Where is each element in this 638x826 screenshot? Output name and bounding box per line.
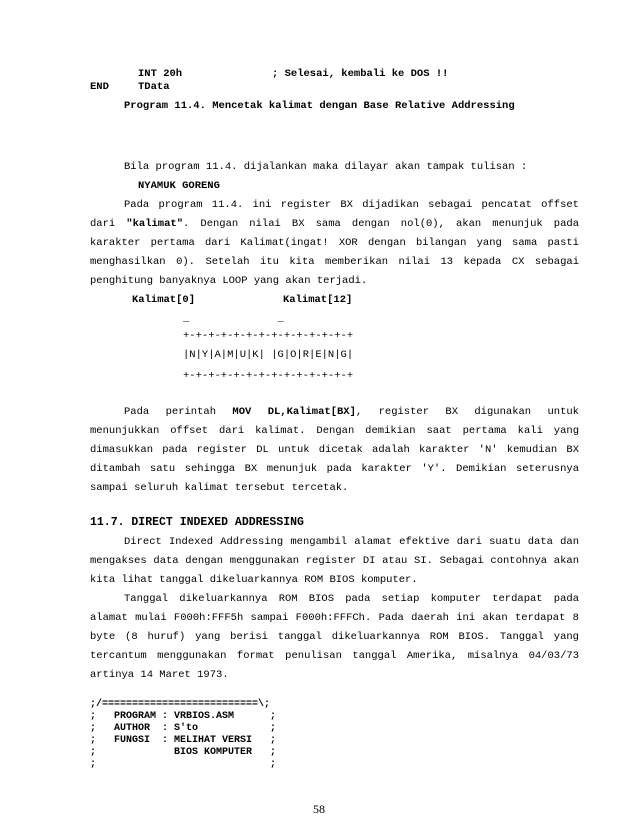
code-header-line1: ;/==========================\; — [90, 699, 271, 710]
program-caption: Program 11.4. Mencetak kalimat dengan Base Relative Addressing — [124, 100, 515, 112]
diagram-border-bottom: +-+-+-+-+-+-+-+-+-+-+-+-+-+ — [183, 370, 354, 382]
program-output-text: NYAMUK GORENG — [138, 180, 220, 192]
diagram-memory-cells: |N|Y|A|M|U|K| |G|O|R|E|N|G| — [183, 349, 354, 361]
section-heading: 11.7. DIRECT INDEXED ADDRESSING — [90, 516, 304, 529]
paragraph-rom-bios-line2: alamat mulai F000h:FFF5h sampai F000h:FFFCh. Pada daerah ini akan terdapat 8 — [90, 612, 579, 624]
paragraph-rom-bios-line5: artinya 14 Maret 1973. — [90, 669, 229, 681]
paragraph-bx-line3: karakter pertama dari Kalimat(ingat! XOR dengan bilangan yang sama pasti — [90, 237, 579, 249]
code-label-end: END — [90, 81, 109, 93]
paragraph-direct-indexed-line2: mengakses data dengan menggunakan register DI atau SI. Sebagai contohnya akan — [90, 555, 579, 567]
paragraph-bx-line5: penghitung banyaknya LOOP yang akan terjadi. — [90, 275, 368, 287]
code-header-line4: ; FUNGSI : MELIHAT VERSI ; — [90, 735, 277, 746]
paragraph-direct-indexed-line1: Direct Indexed Addressing mengambil alamat efektive dari suatu data dan — [124, 536, 579, 548]
paragraph-direct-indexed-line3: kita lihat tanggal dikeluarkannya ROM BIOS komputer. — [90, 574, 418, 586]
paragraph-bx-line2: dari "kalimat". Dengan nilai BX sama dengan nol(0), akan menunjuk pada — [90, 218, 579, 230]
paragraph-mov-line4: ditambah satu sehingga BX menunjuk pada karakter 'Y'. Demikian seterusnya — [90, 463, 579, 475]
paragraph-mov-line1: Pada perintah MOV DL,Kalimat[BX], register BX digunakan untuk — [124, 406, 579, 418]
mov-instruction: MOV — [232, 406, 252, 418]
paragraph-output-intro: Bila program 11.4. dijalankan maka dilayar akan tampak tulisan : — [124, 161, 528, 173]
mov-operand: DL,Kalimat[BX] — [267, 406, 356, 418]
code-instr-int20h: INT 20h — [138, 68, 183, 80]
code-header-line2: ; PROGRAM : VRBIOS.ASM ; — [90, 711, 277, 722]
diagram-label-kalimat-12: Kalimat[12] — [283, 294, 353, 306]
code-header-line6: ; ; — [90, 759, 277, 770]
paragraph-mov-line5: sampai seluruh kalimat tersebut tercetak. — [90, 482, 349, 494]
paragraph-mov-line3: dimasukkan pada register DL untuk dicetak adalah karakter 'N' kemudian BX — [90, 444, 579, 456]
kalimat-keyword: "kalimat" — [126, 218, 184, 230]
paragraph-rom-bios-line4: tercantum menggunakan format penulisan tanggal Amerika, misalnya 04/03/73 — [90, 650, 579, 662]
code-header-line5: ; BIOS KOMPUTER ; — [90, 747, 277, 758]
code-comment-selesai: ; Selesai, kembali ke DOS !! — [272, 68, 449, 80]
paragraph-mov-line2: menunjukkan offset dari kalimat. Dengan demikian saat pertama kali yang — [90, 425, 579, 437]
paragraph-bx-line1: Pada program 11.4. ini register BX dijadikan sebagai pencatat offset — [124, 199, 579, 211]
paragraph-rom-bios-line1: Tanggal dikeluarkannya ROM BIOS pada setiap komputer terdapat pada — [124, 593, 579, 605]
paragraph-bx-line4: menghasilkan 0). Setelah itu kita memberikan nilai 13 kepada CX sebagai — [90, 256, 579, 268]
page-number: 58 — [313, 802, 325, 816]
code-header-line3: ; AUTHOR : S'to ; — [90, 723, 277, 734]
paragraph-rom-bios-line3: byte (8 huruf) yang berisi tanggal dikeluarkannya ROM BIOS. Tanggal yang — [90, 631, 579, 643]
diagram-label-kalimat-0: Kalimat[0] — [132, 294, 196, 306]
diagram-border-top: +-+-+-+-+-+-+-+-+-+-+-+-+-+ — [183, 330, 354, 342]
diagram-pointer-marks: _ _ — [183, 313, 284, 325]
code-operand-tdata: TData — [138, 81, 170, 93]
